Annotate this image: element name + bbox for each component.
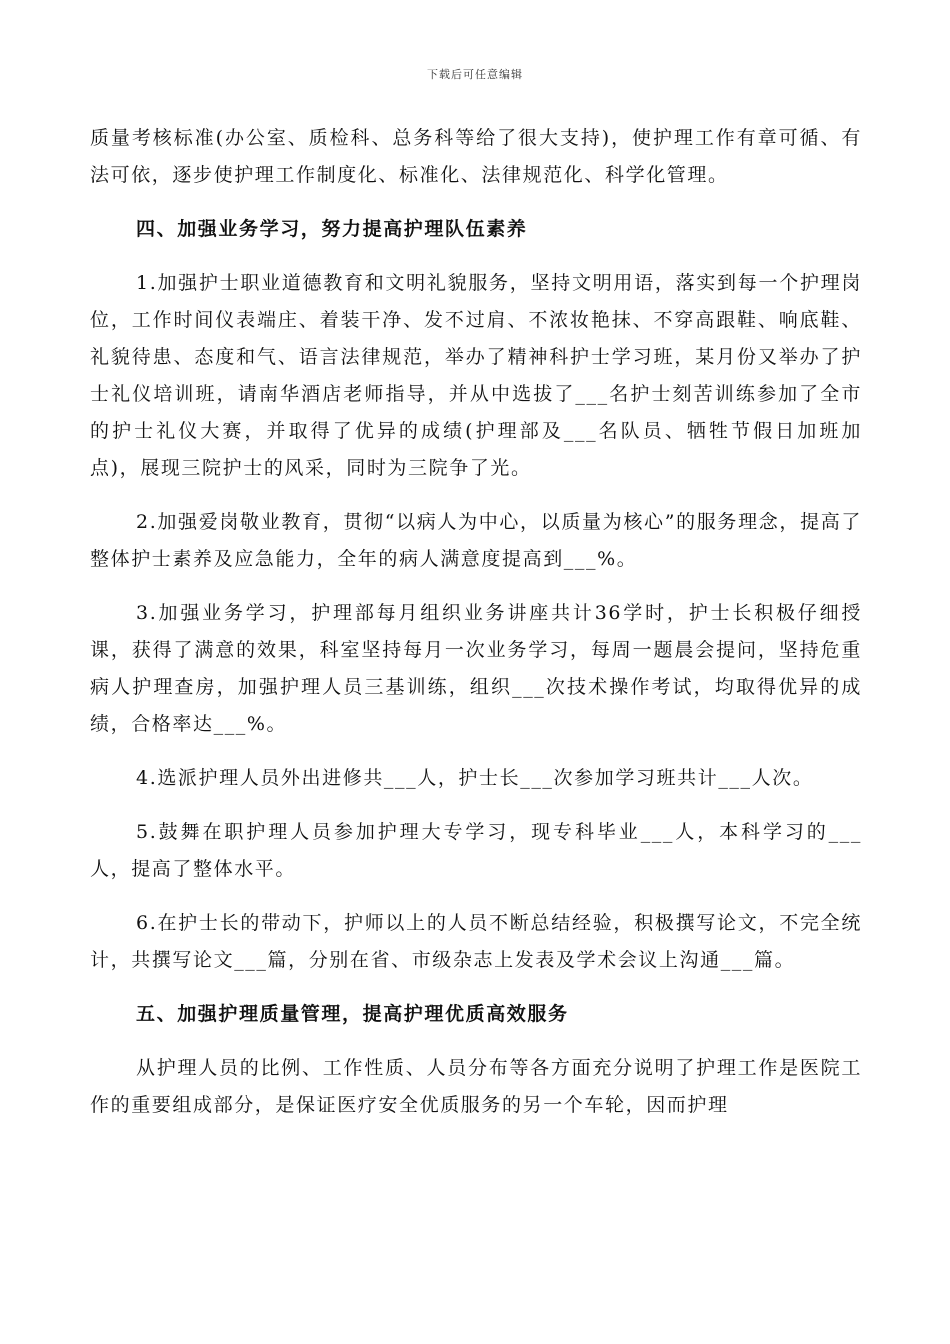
- list-item-6: 6.在护士长的带动下，护师以上的人员不断总结经验，积极撰写论文，不完全统计，共撰写论文___篇，分别在省、市级杂志上发表及学术会议上沟通___篇。: [90, 912, 862, 971]
- list-item-2: 2.加强爱岗敬业教育，贯彻“以病人为中心，以质量为核心”的服务理念，提高了整体护士素养及应急能力，全年的病人满意度提高到___%。: [90, 511, 862, 570]
- list-item-4: 4.选派护理人员外出进修共___人，护士长___次参加学习班共计___人次。: [136, 767, 814, 789]
- list-item-5: 5.鼓舞在职护理人员参加护理大专学习，现专科毕业___人，本科学习的___人，提高了整体水平。: [90, 821, 862, 880]
- intro-paragraph: 质量考核标准(办公室、质检科、总务科等给了很大支持)，使护理工作有章可循、有法可依，逐步使护理工作制度化、标准化、法律规范化、科学化管理。: [90, 127, 862, 186]
- document-body: [90, 120, 862, 1124]
- section-heading-4: 四、加强业务学习，努力提高护理队伍素养: [136, 218, 528, 240]
- list-item-3: 3.加强业务学习，护理部每月组织业务讲座共计36学时，护士长积极仔细授课，获得了满意的效果，科室坚持每月一次业务学习，每周一题晨会提问，坚持危重病人护理查房，加强护理人员三基训练，组织___次技术操作考试，均取得优异的成绩，合格率达___%。: [90, 602, 862, 735]
- section-heading-5: 五、加强护理质量管理，提高护理优质高效服务: [136, 1003, 569, 1025]
- list-item-1: 1.加强护士职业道德教育和文明礼貌服务，坚持文明用语，落实到每一个护理岗位，工作时间仪表端庄、着装干净、发不过肩、不浓妆艳抹、不穿高跟鞋、响底鞋、礼貌待患、态度和气、语言法律规范，举办了精神科护士学习班，某月份又举办了护士礼仪培训班，请南华酒店老师指导，并从中选拔了___名护士刻苦训练参加了全市的护士礼仪大赛，并取得了优异的成绩(护理部及___名队员、牺牲节假日加班加点)，展现三院护士的风采，同时为三院争了光。: [90, 272, 862, 479]
- closing-paragraph: 从护理人员的比例、工作性质、人员分布等各方面充分说明了护理工作是医院工作的重要组成部分，是保证医疗安全优质服务的另一个车轮，因而护理: [90, 1057, 862, 1116]
- page-header-note: 下载后可任意编辑: [427, 68, 523, 81]
